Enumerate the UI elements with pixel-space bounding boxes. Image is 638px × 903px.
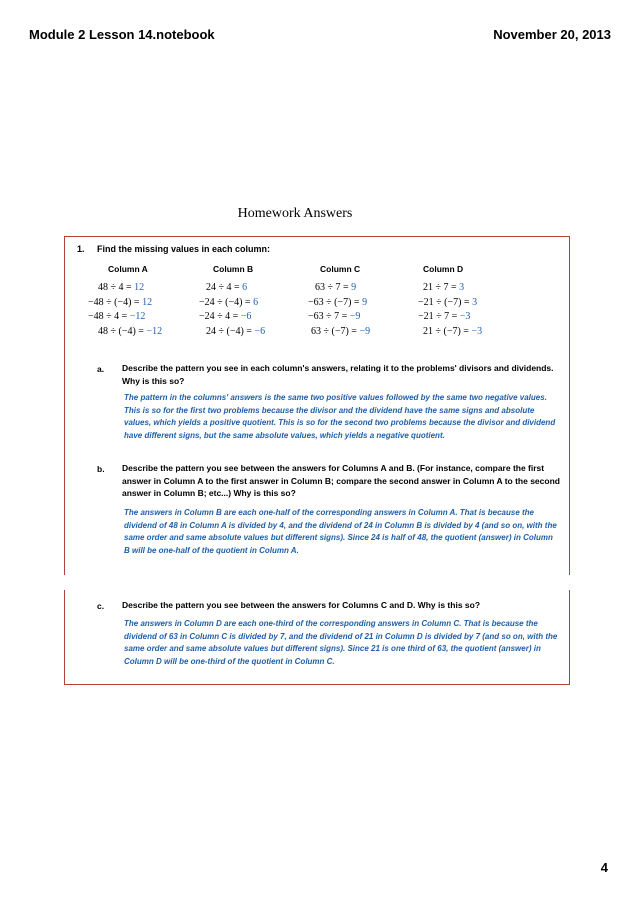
equation-row: [199, 326, 319, 341]
equation-row: [418, 311, 538, 326]
question-number: 1.: [77, 244, 85, 254]
equation-answer: 9: [362, 296, 368, 308]
equation-row: [308, 311, 428, 326]
equation-answer: −9: [349, 311, 361, 322]
equation-row: [308, 297, 428, 312]
equation-answer: 3: [472, 296, 478, 308]
equation-answer: 12: [134, 282, 145, 293]
equation-row: [88, 311, 208, 326]
equation-answer: 6: [242, 282, 248, 293]
equation-expr: −48 ÷ 4 =: [88, 311, 130, 322]
part-b-question: Describe the pattern you see between the answers for Columns A and B. (For instance, compare the first answer in Column A to the first answer in Column B; compare the second answer in Column A to the second answer in Column B; etc...) Why is this so?: [122, 463, 560, 498]
column-a: [88, 264, 208, 340]
equation-answer: 6: [253, 296, 259, 308]
equation-answer: −6: [240, 311, 252, 322]
equation-expr: −21 ÷ (−7) =: [418, 296, 473, 308]
equation-row: [418, 297, 538, 312]
equation-row: [418, 282, 538, 297]
equation-row: [308, 326, 428, 341]
page-title: Homework Answers: [237, 206, 353, 221]
equation-row: [199, 297, 319, 312]
page-number: 4: [600, 860, 608, 875]
equation-answer: 9: [351, 282, 357, 293]
equation-expr: 63 ÷ 7 =: [315, 282, 352, 293]
notebook-title: Module 2 Lesson 14.notebook: [29, 27, 215, 42]
equation-answer: −3: [459, 311, 471, 322]
equation-expr: −24 ÷ 4 =: [199, 311, 241, 322]
column-c: [308, 264, 428, 340]
equation-expr: 63 ÷ (−7) =: [311, 325, 360, 337]
equation-expr: −63 ÷ 7 =: [308, 311, 350, 322]
part-a-letter: a.: [97, 364, 105, 374]
equation-answer: −9: [359, 325, 371, 337]
column-heading: Column D: [423, 264, 464, 274]
equation-row: [88, 297, 208, 312]
column-heading: Column C: [320, 264, 361, 274]
equation-expr: −63 ÷ (−7) =: [308, 296, 363, 308]
column-heading: Column A: [108, 264, 148, 274]
equation-answer: 3: [459, 282, 465, 293]
column-heading: Column B: [213, 264, 254, 274]
equation-row: [308, 282, 428, 297]
column-b: [199, 264, 319, 340]
equation-row: [199, 311, 319, 326]
equation-expr: 48 ÷ 4 =: [98, 282, 135, 293]
question-prompt: Find the missing values in each column:: [97, 244, 271, 254]
part-b-answer: The answers in Column B are each one-half of the corresponding answers in Column A. That is because the dividend of 48 in Column A is divided by 4, and the dividend of 24 in Column B is divided by 4 (and so on, with the same order and same absolute values but different signs). Since 24 is half of 48, the quotient (answer) in Column B will be one-half of the quotient in Column A.: [124, 508, 557, 555]
equation-expr: −24 ÷ (−4) =: [199, 296, 254, 308]
equation-expr: −48 ÷ (−4) =: [88, 296, 143, 308]
part-b-letter: b.: [97, 464, 105, 474]
equation-answer: −6: [254, 325, 266, 337]
column-d: [418, 264, 538, 340]
equation-row: [199, 282, 319, 297]
part-a-answer: The pattern in the columns' answers is the same two positive values followed by the same two negative values. This is so for the first two problems because the divisor and the dividend have the same signs and absolute values, which yields a positive quotient. This is so for the second two problems because the divisor and dividend have different signs, but the same absolute values, which yields a negative quotient.: [124, 393, 556, 440]
equation-answer: −3: [471, 325, 483, 337]
equation-expr: 24 ÷ (−4) =: [206, 325, 255, 337]
equation-expr: 21 ÷ (−7) =: [423, 325, 472, 337]
equation-answer: 12: [142, 296, 153, 308]
part-a-question: Describe the pattern you see in each column's answers, relating it to the problems' divisors and dividends. Why is this so?: [122, 363, 554, 386]
equation-expr: 24 ÷ 4 =: [206, 282, 243, 293]
equation-row: [88, 282, 208, 297]
equation-row: [418, 326, 538, 341]
part-c-letter: c.: [97, 601, 105, 611]
equation-expr: 48 ÷ (−4) =: [98, 325, 147, 337]
part-c-answer: The answers in Column D are each one-third of the corresponding answers in Column C. That is because the dividend of 63 in Column C is divided by 7, and the dividend of 21 in Column D is divided by 7 (and so on, with the same order and same absolute values but different signs). Since 21 is one third of 63, the quotient (answer) in Column D will be one-third of the quotient in Column C.: [124, 619, 558, 666]
equation-expr: −21 ÷ 7 =: [418, 311, 460, 322]
equation-expr: 21 ÷ 7 =: [423, 282, 460, 293]
part-c-question: Describe the pattern you see between the answers for Columns C and D. Why is this so?: [122, 600, 481, 610]
equation-answer: −12: [146, 325, 163, 337]
equation-row: [88, 326, 208, 341]
equation-answer: −12: [129, 311, 146, 322]
page-date: November 20, 2013: [493, 27, 611, 42]
